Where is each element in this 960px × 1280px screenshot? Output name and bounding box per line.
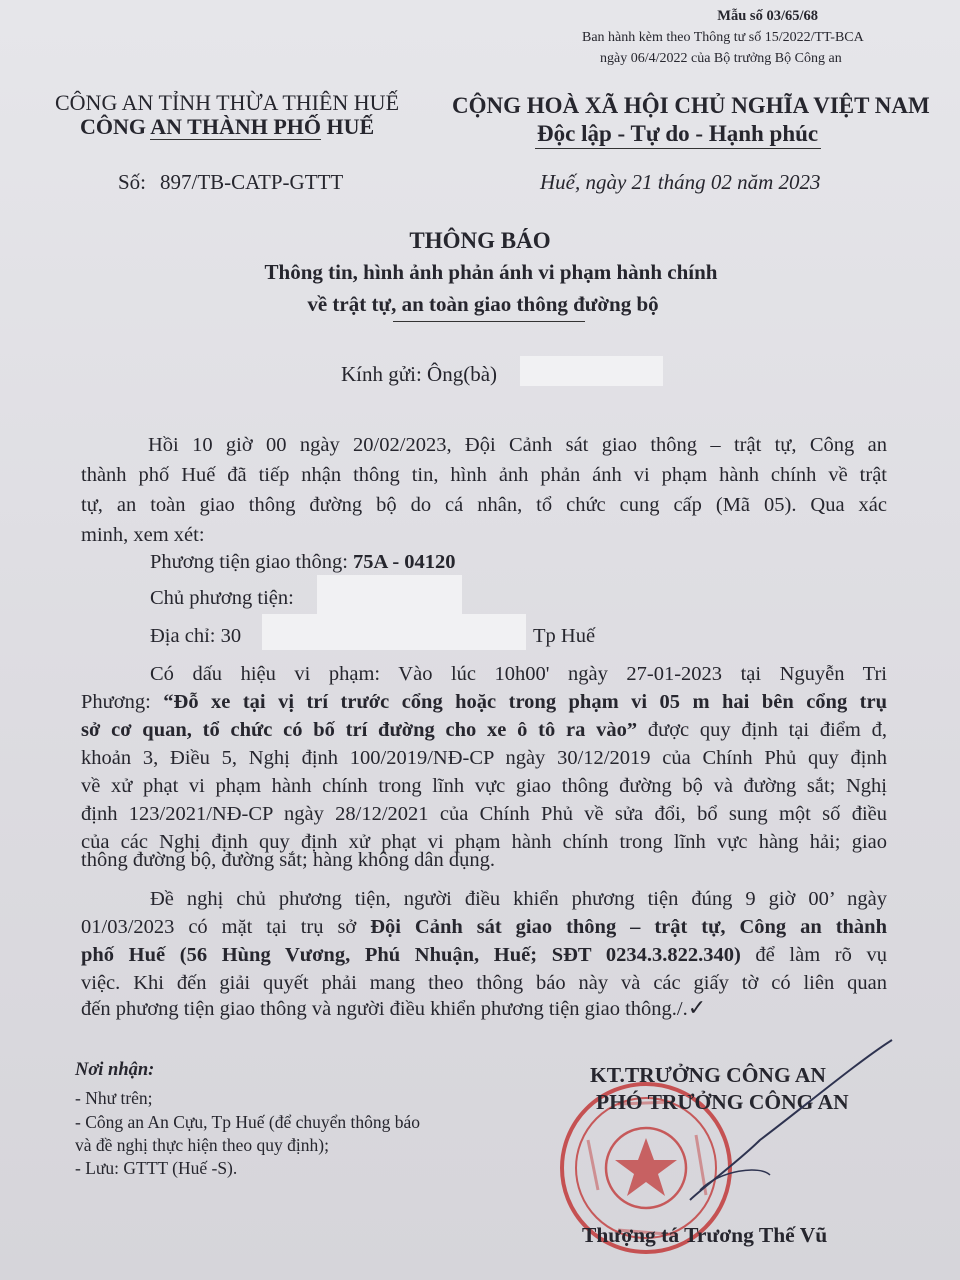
paragraph-line: Hồi 10 giờ 00 ngày 20/02/2023, Đội Cảnh sát giao thông – trật tự, Công an xyxy=(148,434,887,456)
check-mark: ✓ xyxy=(687,996,707,1021)
license-plate: 75A - 04120 xyxy=(353,551,456,573)
paragraph-line: định 123/2021/NĐ-CP ngày 28/12/2021 của Chính Phủ về sửa đổi, bổ sung một số điều xyxy=(81,803,887,825)
recipient-item: - Như trên; xyxy=(75,1088,153,1108)
paragraph-line: minh, xem xét: xyxy=(81,524,205,546)
document-title: THÔNG BÁO xyxy=(409,228,551,253)
address-city: Tp Huế xyxy=(533,625,596,647)
paragraph-line: về xử phạt vi phạm hành chính trong lĩnh vực giao thông đường bộ và đường sắt; Nghị xyxy=(81,775,887,797)
issue-date: Huế, ngày 21 tháng 02 năm 2023 xyxy=(540,170,821,194)
parent-organization: CÔNG AN TỈNH THỪA THIÊN HUẾ xyxy=(55,90,400,115)
address-label: Địa chỉ: 30 xyxy=(150,625,242,647)
paragraph-line: đến phương tiện giao thông và người điều khiển phương tiện giao thông./.✓ xyxy=(81,996,707,1021)
recipient-item: - Công an An Cựu, Tp Huế (để chuyển thông báo xyxy=(75,1112,421,1132)
document-subtitle-1: Thông tin, hình ảnh phản ánh vi phạm hành chính xyxy=(264,260,718,284)
paragraph-line: phố Huế (56 Hùng Vương, Phú Nhuận, Huế; SĐT 0234.3.822.340) để làm rõ vụ xyxy=(81,944,887,966)
vehicle-line: Phương tiện giao thông: 75A - 04120 xyxy=(150,551,456,573)
recipient-salutation: Kính gửi: Ông(bà) xyxy=(341,362,498,386)
signature-authority: KT.TRƯỞNG CÔNG AN xyxy=(590,1063,826,1087)
paragraph-line: Phương: “Đỗ xe tại vị trí trước cổng hoặc trong phạm vi 05 m hai bên cổng trụ xyxy=(81,691,887,713)
subtitle-underline xyxy=(393,321,585,322)
form-regulation: Ban hành kèm theo Thông tư số 15/2022/TT-BCA xyxy=(582,30,864,45)
paragraph-line: thông đường bộ, đường sắt; hàng không dân dụng. xyxy=(81,849,496,871)
recipients-title: Nơi nhận: xyxy=(75,1060,155,1080)
paragraph-line: thành phố Huế đã tiếp nhận thông tin, hình ảnh phản ánh vi phạm hành chính về trật xyxy=(81,464,887,486)
form-regulation-date: ngày 06/4/2022 của Bộ trưởng Bộ Công an xyxy=(600,51,842,66)
recipient-item: - Lưu: GTTT (Huế -S). xyxy=(75,1158,238,1178)
issuing-organization: CÔNG AN THÀNH PHỐ HUẾ xyxy=(80,114,375,139)
paragraph-line: của các Nghị định quy định xử phạt vi phạm hành chính trong lĩnh vực hàng hải; giao xyxy=(81,831,887,853)
paragraph-line: tự, an toàn giao thông đường bộ do cá nhân, tổ chức cung cấp (Mã 05). Qua xác xyxy=(81,494,887,516)
national-title: CỘNG HOÀ XÃ HỘI CHỦ NGHĨA VIỆT NAM xyxy=(452,93,930,118)
signatory-name: Thượng tá Trương Thế Vũ xyxy=(582,1223,828,1247)
redacted-recipient-name xyxy=(520,356,663,386)
form-number: Mẫu số 03/65/68 xyxy=(717,8,818,24)
paragraph-line: khoản 3, Điều 5, Nghị định 100/2019/NĐ-CP ngày 30/12/2019 của Chính Phủ quy định xyxy=(81,747,887,769)
signature-title: PHÓ TRƯỞNG CÔNG AN xyxy=(596,1090,849,1114)
owner-label: Chủ phương tiện: xyxy=(150,587,294,609)
document-number: Số: 897/TB-CATP-GTTT xyxy=(118,170,344,194)
paragraph-line: Có dấu hiệu vi phạm: Vào lúc 10h00' ngày 27-01-2023 tại Nguyễn Tri xyxy=(150,663,887,685)
paragraph-line: sở cơ quan, tổ chức có bố trí đường cho xe ô tô ra vào” được quy định tại điểm đ, xyxy=(81,719,887,741)
recipient-item: và đề nghị thực hiện theo quy định); xyxy=(75,1135,329,1155)
paragraph-line: Đề nghị chủ phương tiện, người điều khiển phương tiện đúng 9 giờ 00’ ngày xyxy=(150,888,887,910)
redacted-address xyxy=(262,614,526,650)
document-subtitle-2: về trật tự, an toàn giao thông đường bộ xyxy=(307,292,659,316)
redacted-owner-name xyxy=(317,575,462,615)
paragraph-line: 01/03/2023 có mặt tại trụ sở Đội Cảnh sát giao thông – trật tự, Công an thành xyxy=(81,916,887,938)
paragraph-line: việc. Khi đến giải quyết phải mang theo thông báo này và các giấy tờ có liên quan xyxy=(81,972,887,994)
national-motto: Độc lập - Tự do - Hạnh phúc xyxy=(537,121,819,146)
motto-underline xyxy=(535,148,821,149)
